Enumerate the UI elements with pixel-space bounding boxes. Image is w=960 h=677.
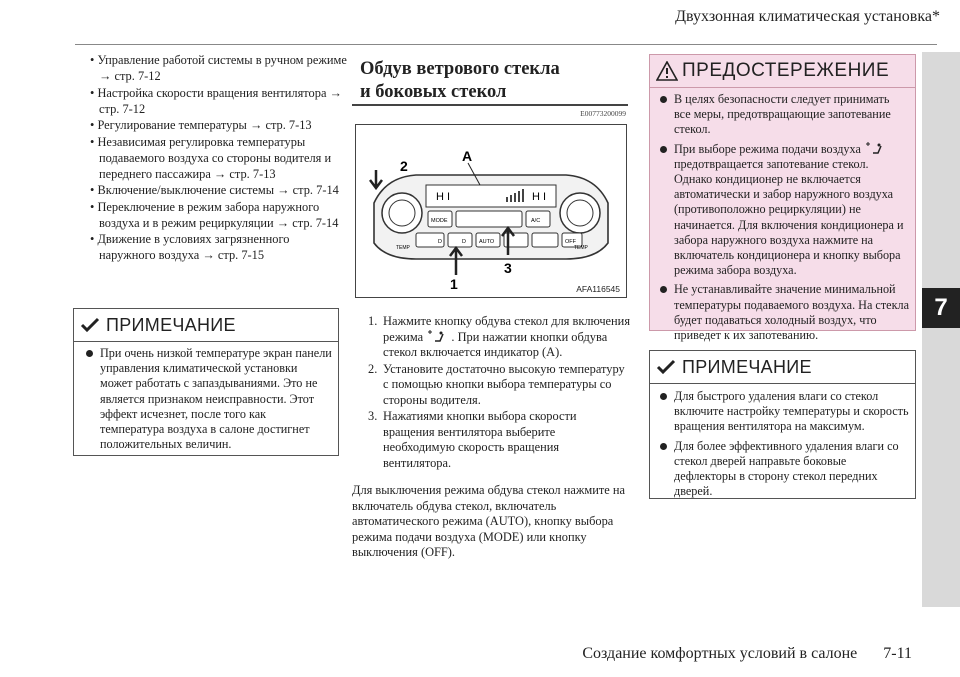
- auto-button-label: AUTO: [479, 239, 495, 245]
- list-item: • Движение в условиях загрязненного наружного воздуха → стр. 7-15: [90, 231, 348, 263]
- list-item: • Включение/выключение системы → стр. 7-14: [90, 182, 348, 198]
- page-number: 7-11: [883, 645, 912, 662]
- list-item: • Настройка скорости вращения вентилятора → стр. 7-12: [90, 85, 348, 117]
- note-box: [649, 350, 916, 499]
- note-box: [73, 308, 339, 456]
- note-header: [74, 309, 338, 341]
- checkmark-icon: [80, 317, 100, 333]
- display-left: H I: [436, 191, 451, 203]
- off-button-label: OFF: [565, 239, 576, 245]
- note-header: [650, 351, 915, 383]
- warning-item: Не устанавливайте значение минимальной температуры подаваемого воздуха. На стекла будет подаваться холодный воздух, что приведет к их запотеванию.: [658, 282, 909, 343]
- callout-3: 3: [504, 260, 512, 276]
- body-paragraph: Для выключения режима обдува стекол нажмите на включатель обдува стекол, включатель автоматического режима (AUTO), кнопку выбора режима подачи воздуха (MODE) или кнопку выключения (OFF).: [352, 483, 626, 559]
- temp-label-left: TEMP: [396, 245, 410, 251]
- ac-button-label: A/C: [531, 218, 541, 224]
- note-item: Для быстрого удаления влаги со стекол включите настройку температуры и скорость вращения вентилятора на максимум.: [658, 389, 909, 435]
- section-rule: [352, 104, 628, 106]
- defrost-mode-icon: [864, 142, 886, 154]
- checkmark-icon: [656, 359, 676, 375]
- warning-header: [650, 55, 915, 88]
- page-footer: [582, 645, 912, 663]
- chapter-tab[interactable]: [922, 52, 960, 607]
- defrost-mode-icon: [426, 330, 448, 342]
- climate-panel-figure: [355, 124, 627, 298]
- footer-section: Создание комфортных условий в салоне: [582, 645, 858, 662]
- note-body: [74, 341, 338, 460]
- header-rule: [75, 44, 937, 45]
- defrost-d-label-right: D: [462, 239, 466, 245]
- warning-item: При выборе режима подачи воздуха предотвращается запотевание стекол. Однако кондиционер не включается автоматически и забор наружного воздуха (противоположно рециркуляции) не начинается. Для включения кондиционера и забора наружного воздуха нажмите на включатель кондиционера и кнопку выбора режима забора воздуха.: [658, 142, 909, 279]
- callout-2: 2: [400, 158, 408, 174]
- mode-button-label: MODE: [431, 218, 448, 224]
- warning-title: ПРЕДОСТЕРЕЖЕНИЕ: [682, 60, 890, 81]
- list-item: • Управление работой системы в ручном режиме → стр. 7-12: [90, 52, 348, 84]
- temp-label-right: TEMP: [574, 245, 588, 251]
- step-item: 2. Установите достаточно высокую температуру с помощью кнопки выбора температуры со стороны водителя.: [368, 361, 625, 407]
- page-header-title: Двухзонная климатическая установка*: [675, 8, 940, 25]
- note-title: ПРИМЕЧАНИЕ: [106, 314, 236, 335]
- callout-a: A: [462, 148, 473, 164]
- figure-code: AFA116545: [576, 284, 620, 294]
- step-item: 3. Нажатиями кнопки выбора скорости вращения вентилятора выберите необходимую скорость вращения вентилятора.: [368, 409, 577, 470]
- warning-triangle-icon: [656, 61, 678, 81]
- section-code: E00773200099: [580, 109, 626, 118]
- cross-reference-list: [90, 52, 348, 264]
- note-item: При очень низкой температуре экран панели управления климатической установки может работать с запаздываниями. Это не является признаком неисправности. Этот эффект исчезнет, после того как температура воздуха в салоне достигнет положительных величин.: [84, 346, 332, 452]
- step-item: 1. Нажмите кнопку обдува стекол для включения режима . При нажатии кнопки обдува стекол включается индикатор (A).: [368, 314, 631, 359]
- warning-box: [649, 54, 916, 343]
- list-item: • Регулирование температуры → стр. 7-13: [90, 117, 348, 133]
- note-body: [650, 383, 915, 499]
- note-item: Для более эффективного удаления влаги со стекол дверей направьте боковые дефлекторы в сторону стекол передних дверей.: [658, 439, 909, 500]
- climate-panel-illustration: [356, 125, 626, 297]
- section-title: Обдув ветрового стекла и боковых стекол: [360, 59, 560, 102]
- chapter-number: 7: [922, 288, 960, 328]
- note-title: ПРИМЕЧАНИЕ: [682, 356, 812, 377]
- defrost-d-label-left: D: [438, 239, 442, 245]
- display-right: H I: [532, 191, 547, 203]
- warning-item: В целях безопасности следует принимать все меры, предотвращающие запотевание стекол.: [658, 92, 909, 138]
- callout-1: 1: [450, 276, 458, 292]
- warning-body: [650, 88, 915, 343]
- list-item: • Переключение в режим забора наружного воздуха и в режим рециркуляции → стр. 7-14: [90, 199, 348, 231]
- instruction-steps: [368, 314, 630, 472]
- list-item: • Независимая регулировка температуры подаваемого воздуха со стороны водителя и переднего пассажира → стр. 7-13: [90, 134, 348, 182]
